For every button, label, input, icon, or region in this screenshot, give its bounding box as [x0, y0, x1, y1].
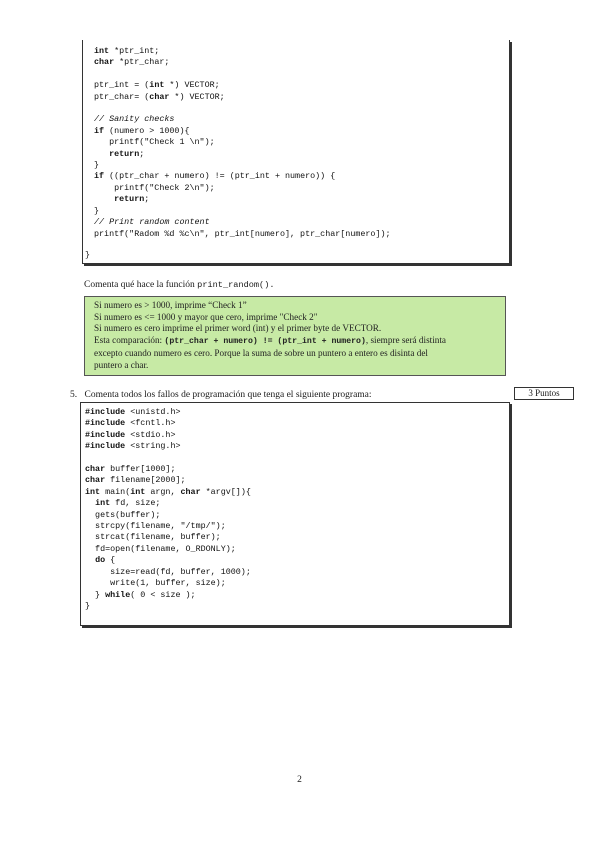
question-5 — [70, 389, 372, 401]
code-line: strcpy(filename, "/tmp/"); — [85, 521, 226, 532]
code-closing-brace: } — [85, 250, 91, 260]
answer-line-4-post: , siempre será distinta — [365, 335, 446, 346]
code-line: } — [85, 600, 91, 611]
code-line: ptr_char= (char *) VECTOR; — [94, 91, 225, 102]
code-line: } — [94, 205, 100, 216]
answer-line-3: Si numero es cero imprime el primer word (int) y el primer byte de VECTOR. — [94, 323, 382, 334]
code-line: char buffer[1000]; — [85, 464, 176, 475]
code-line: int main(int argn, char *argv[]){ — [85, 486, 251, 497]
code-line: fd=open(filename, O_RDONLY); — [85, 543, 236, 554]
code-line: } while( 0 < size ); — [85, 589, 196, 600]
points-badge: 3 Puntos — [514, 387, 574, 400]
code-line: printf("Check 1 \n"); — [94, 137, 215, 148]
code-line: char *ptr_char; — [94, 57, 170, 68]
code-line: char filename[2000]; — [85, 475, 186, 486]
code-line: if ((ptr_char + numero) != (ptr_int + numero)) { — [94, 171, 336, 182]
code-line: #include <stdio.h> — [85, 429, 176, 440]
code-line: gets(buffer); — [85, 509, 161, 520]
code-line: } — [94, 160, 100, 171]
code-line: #include <unistd.h> — [85, 407, 181, 417]
question-print-random — [84, 279, 275, 291]
code-line: printf("Radom %d %c\n", ptr_int[numero], ptr_char[numero]); — [94, 228, 391, 239]
code-line: #include <fcntl.h> — [85, 418, 176, 429]
answer-line-6: puntero a char. — [94, 359, 149, 370]
answer-line-4 — [94, 335, 499, 348]
page-number: 2 — [297, 775, 302, 785]
answer-line-5: excepto cuando numero es cero. Porque la suma de sobre un puntero a entero es disinta del — [94, 347, 428, 358]
code-block-program — [80, 402, 510, 626]
code-line: strcat(filename, buffer); — [85, 532, 221, 543]
code-line: // Sanity checks — [94, 114, 175, 125]
code-line: int fd, size; — [95, 498, 161, 509]
code-line: ptr_int = (int *) VECTOR; — [94, 80, 220, 91]
code-line: return; — [109, 148, 145, 159]
code-line: int *ptr_int; — [94, 46, 160, 56]
code-line: write(1, buffer, size); — [85, 578, 226, 589]
code-line: if (numero > 1000){ — [94, 125, 190, 136]
answer-line-4-code: (ptr_char + numero) != (ptr_int + numero) — [164, 337, 366, 347]
answer-line-1: Si numero es > 1000, imprime “Check 1” — [94, 300, 247, 310]
question-5-number: 5. — [70, 390, 78, 400]
code-line: #include <string.h> — [85, 441, 181, 452]
question-5-text: Comenta todos los fallos de programación que tenga el siguiente programa: — [84, 390, 372, 400]
answer-line-4-pre: Esta comparación: — [94, 335, 165, 346]
code-line: // Print random content — [94, 217, 210, 228]
question-function-name: print_random(). — [197, 280, 275, 290]
answer-line-2: Si numero es <= 1000 y mayor que cero, imprime "Check 2" — [94, 311, 318, 322]
code-line: size=read(fd, buffer, 1000); — [85, 566, 251, 577]
question-text: Comenta qué hace la función — [84, 280, 195, 290]
code-listing-2 — [85, 407, 509, 612]
code-line: return; — [114, 194, 150, 205]
code-listing-1 — [94, 46, 391, 240]
code-line: do { — [95, 555, 116, 566]
code-block-print-random — [82, 40, 510, 264]
code-line: printf("Check 2\n"); — [94, 182, 215, 193]
answer-box — [84, 296, 506, 376]
